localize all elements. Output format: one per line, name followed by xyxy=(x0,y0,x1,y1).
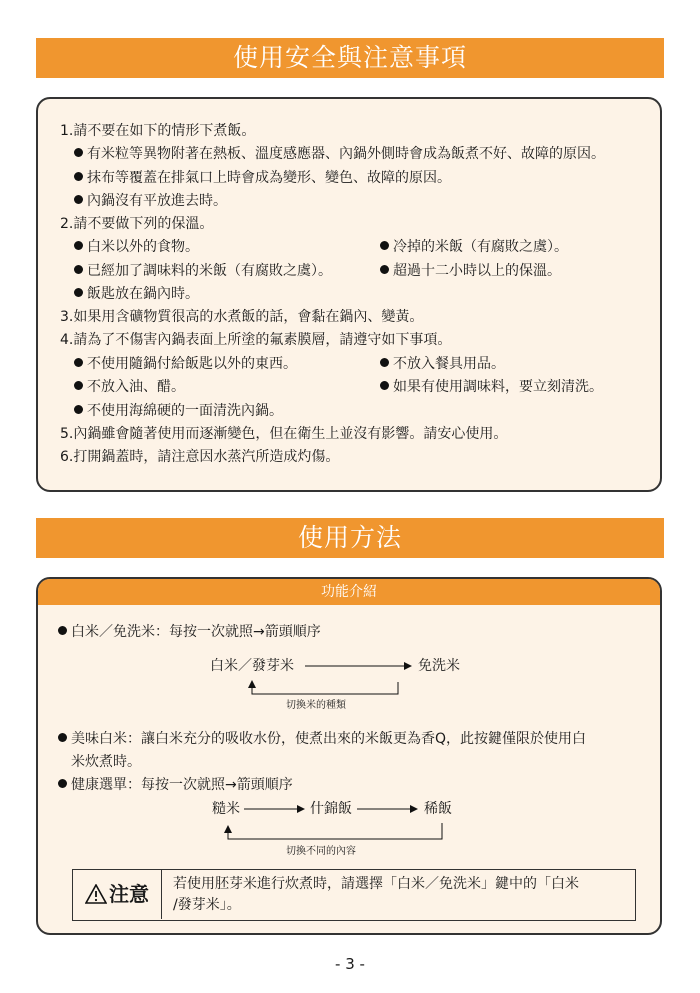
usage-title: 使用方法 xyxy=(36,518,664,558)
safety-item-5: 5.內鍋雖會隨著使用而逐漸變色，但在衛生上並沒有影響。請安心使用。 xyxy=(60,426,508,442)
flow2-b: 什錦飯 xyxy=(310,801,352,817)
tasty-line: 美味白米：讓白米充分的吸收水份，使煮出來的米飯更為香Q，此按鍵僅限於使用白 xyxy=(58,729,586,749)
list-item: 白米以外的食物。 xyxy=(74,237,199,257)
notice-box xyxy=(72,869,636,921)
list-item: 不使用隨鍋付給飯匙以外的東西。 xyxy=(74,354,297,374)
list-item: 不放入油、醋。 xyxy=(74,377,185,397)
flow2-caption: 切換不同的內容 xyxy=(286,846,356,857)
safety-title: 使用安全與注意事項 xyxy=(36,38,664,78)
flow1-to: 免洗米 xyxy=(418,658,460,674)
list-item: 有米粒等異物附著在熱板、溫度感應器、內鍋外側時會成為飯煮不好、故障的原因。 xyxy=(74,144,605,164)
tasty-line-2: 米炊煮時。 xyxy=(71,754,141,770)
list-item: 超過十二小時以上的保溫。 xyxy=(380,261,561,281)
safety-item-2: 2.請不要做下列的保溫。 xyxy=(60,216,214,232)
flow1-from: 白米／發芽米 xyxy=(210,658,294,674)
list-item: 內鍋沒有平放進去時。 xyxy=(74,191,227,211)
health-line: 健康選單：每按一次就照→箭頭順序 xyxy=(58,775,293,795)
bullet-icon xyxy=(58,779,67,788)
flow2-c: 稀飯 xyxy=(424,801,452,817)
safety-item-4: 4.請為了不傷害內鍋表面上所塗的氟素膜層，請遵守如下事項。 xyxy=(60,332,452,348)
list-item: 不放入餐具用品。 xyxy=(380,354,505,374)
safety-item-6: 6.打開鍋蓋時，請注意因水蒸汽所造成灼傷。 xyxy=(60,449,340,465)
list-item: 如果有使用調味料，要立刻清洗。 xyxy=(380,377,603,397)
warning-icon xyxy=(85,884,107,904)
flow1-caption: 切換米的種類 xyxy=(286,700,346,711)
notice-label: 注意 xyxy=(73,870,162,919)
safety-item-3: 3.如果用含礦物質很高的水煮飯的話，會黏在鍋內、變黃。 xyxy=(60,309,424,325)
list-item: 不使用海綿硬的一面清洗內鍋。 xyxy=(74,401,283,421)
safety-item-1: 1.請不要在如下的情形下煮飯。 xyxy=(60,123,256,139)
flow2-a: 糙米 xyxy=(212,801,240,817)
list-item: 冷掉的米飯（有腐敗之虞）。 xyxy=(380,237,568,257)
function-header: 功能介紹 xyxy=(38,579,660,605)
list-item: 飯匙放在鍋內時。 xyxy=(74,284,199,304)
rice-line: 白米／免洗米：每按一次就照→箭頭順序 xyxy=(58,622,321,642)
page-number: - 3 - xyxy=(335,955,365,973)
list-item: 抹布等覆蓋在排氣口上時會成為變形、變色、故障的原因。 xyxy=(74,168,451,188)
bullet-icon xyxy=(58,733,67,742)
list-item: 已經加了調味料的米飯（有腐敗之虞）。 xyxy=(74,261,332,281)
notice-text: 若使用胚芽米進行炊煮時，請選擇「白米／免洗米」鍵中的「白米 /發芽米」。 xyxy=(173,876,579,913)
